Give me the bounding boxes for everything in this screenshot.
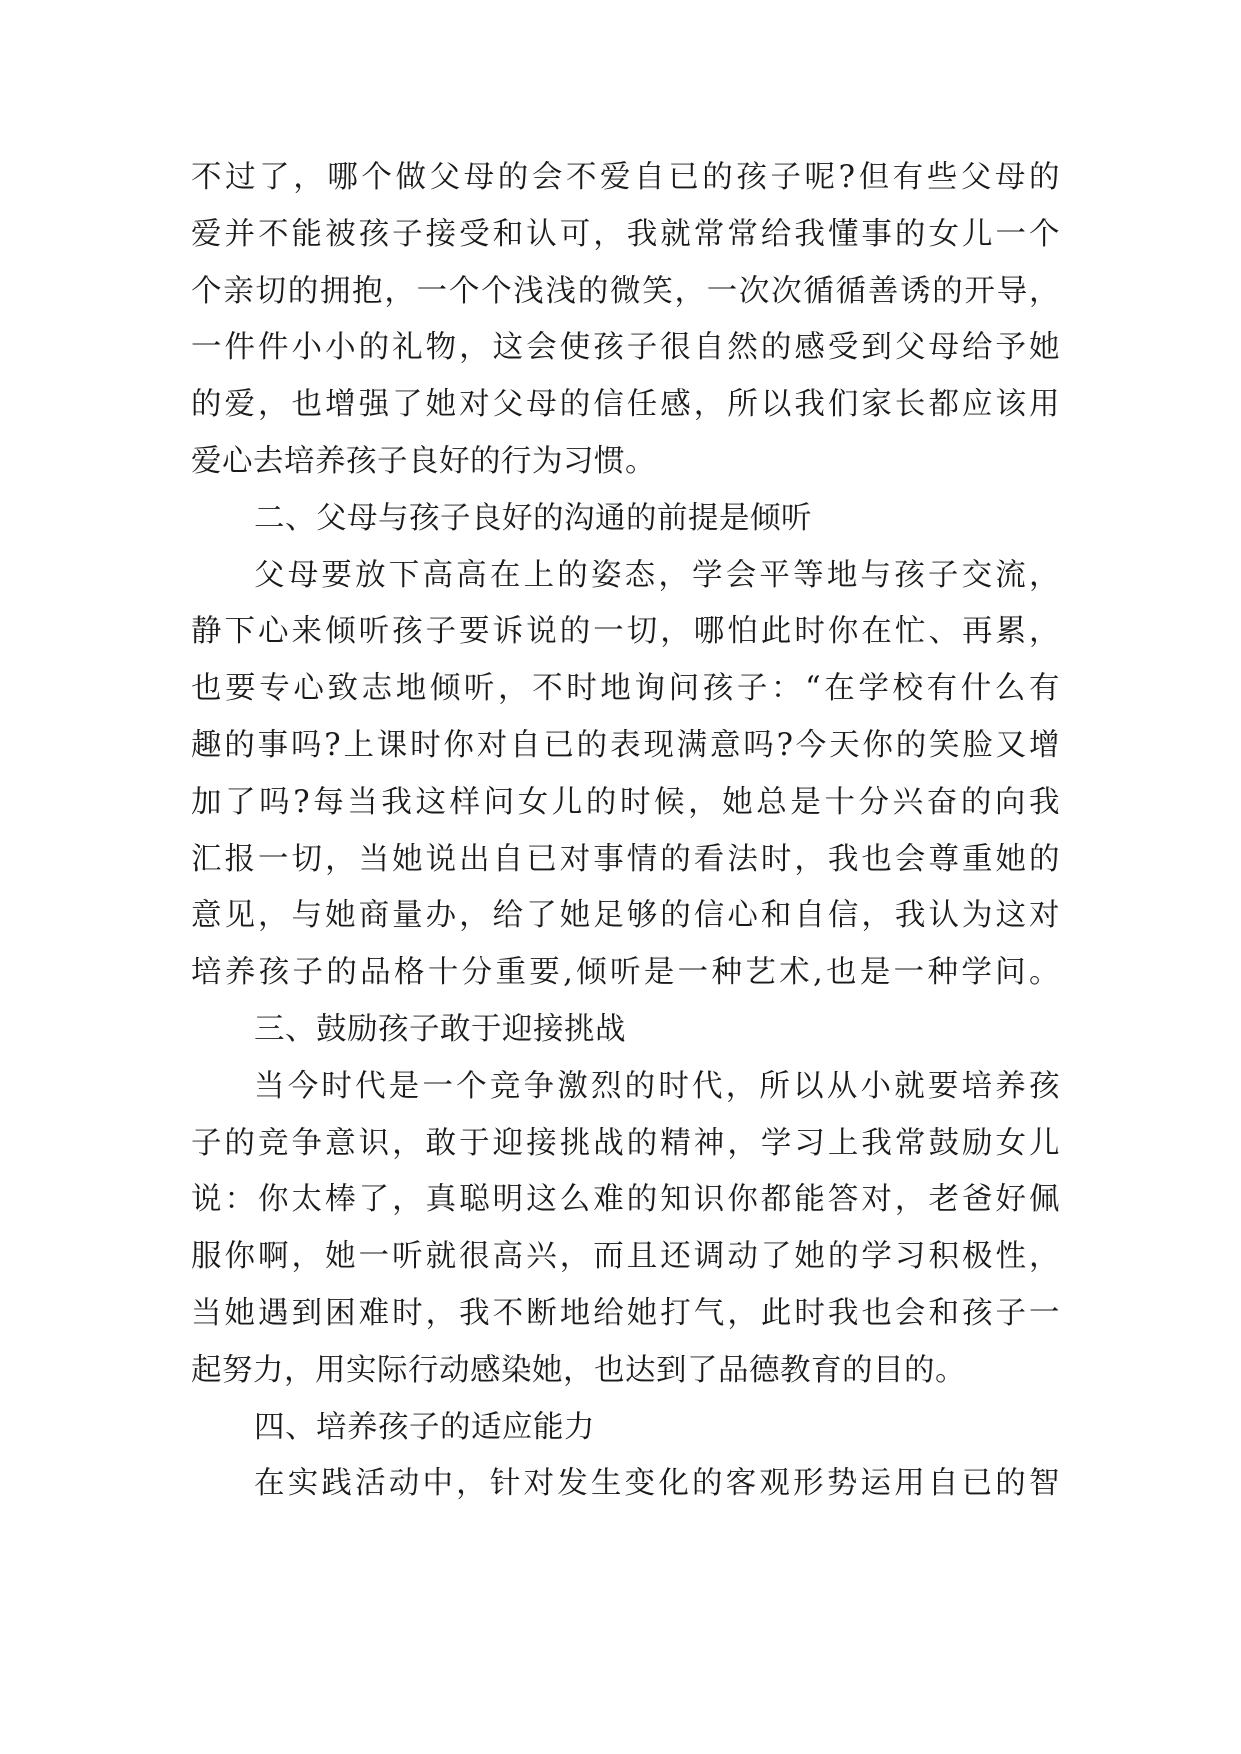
document-page <box>191 150 1060 1513</box>
paragraph-line: 个亲切的拥抱，一个个浅浅的微笑，一次次循循善诱的开导， <box>191 273 1060 309</box>
section-heading: 三、鼓励孩子敢于迎接挑战 <box>254 1011 626 1047</box>
paragraph-line: 意见，与她商量办，给了她足够的信心和自信，我认为这对 <box>191 898 1060 934</box>
paragraph-line: 也要专心致志地倾听，不时地询问孩子：“在学校有什么有 <box>191 671 1060 707</box>
paragraph-line: 静下心来倾听孩子要诉说的一切，哪怕此时你在忙、再累， <box>191 614 1060 650</box>
section-heading: 四、培养孩子的适应能力 <box>254 1409 595 1445</box>
paragraph-line: 爱心去培养孩子良好的行为习惯。 <box>191 443 656 479</box>
paragraph-line: 当她遇到困难时，我不断地给她打气，此时我也会和孩子一 <box>191 1295 1060 1331</box>
paragraph-line: 爱并不能被孩子接受和认可，我就常常给我懂事的女儿一个 <box>191 216 1060 252</box>
paragraph-line: 子的竞争意识，敢于迎接挑战的精神，学习上我常鼓励女儿 <box>191 1125 1060 1161</box>
paragraph-line: 父母要放下高高在上的姿态，学会平等地与孩子交流， <box>254 557 1060 593</box>
paragraph-line: 一件件小小的礼物，这会使孩子很自然的感受到父母给予她 <box>191 330 1060 366</box>
paragraph-line: 加了吗?每当我这样问女儿的时候，她总是十分兴奋的向我 <box>191 784 1060 820</box>
paragraph-line: 不过了，哪个做父母的会不爱自已的孩子呢?但有些父母的 <box>191 160 1060 195</box>
paragraph-line: 起努力，用实际行动感染她，也达到了品德教育的目的。 <box>191 1352 966 1388</box>
paragraph-line: 说：你太棒了，真聪明这么难的知识你都能答对，老爸好佩 <box>191 1182 1060 1218</box>
paragraph-line: 趣的事吗?上课时你对自已的表现满意吗?今天你的笑脸又增 <box>191 727 1060 763</box>
section-heading: 二、父母与孩子良好的沟通的前提是倾听 <box>254 500 812 536</box>
paragraph-line: 服你啊，她一听就很高兴，而且还调动了她的学习积极性， <box>191 1239 1060 1275</box>
paragraph-line: 的爱，也增强了她对父母的信任感，所以我们家长都应该用 <box>191 387 1060 423</box>
paragraph-line: 当今时代是一个竞争激烈的时代，所以从小就要培养孩 <box>254 1068 1060 1104</box>
paragraph-line: 汇报一切，当她说出自已对事情的看法时，我也会尊重她的 <box>191 841 1060 877</box>
paragraph-line: 培养孩子的品格十分重要,倾听是一种艺术,也是一种学问。 <box>191 955 1060 991</box>
paragraph-line: 在实践活动中，针对发生变化的客观形势运用自已的智 <box>254 1466 1060 1502</box>
